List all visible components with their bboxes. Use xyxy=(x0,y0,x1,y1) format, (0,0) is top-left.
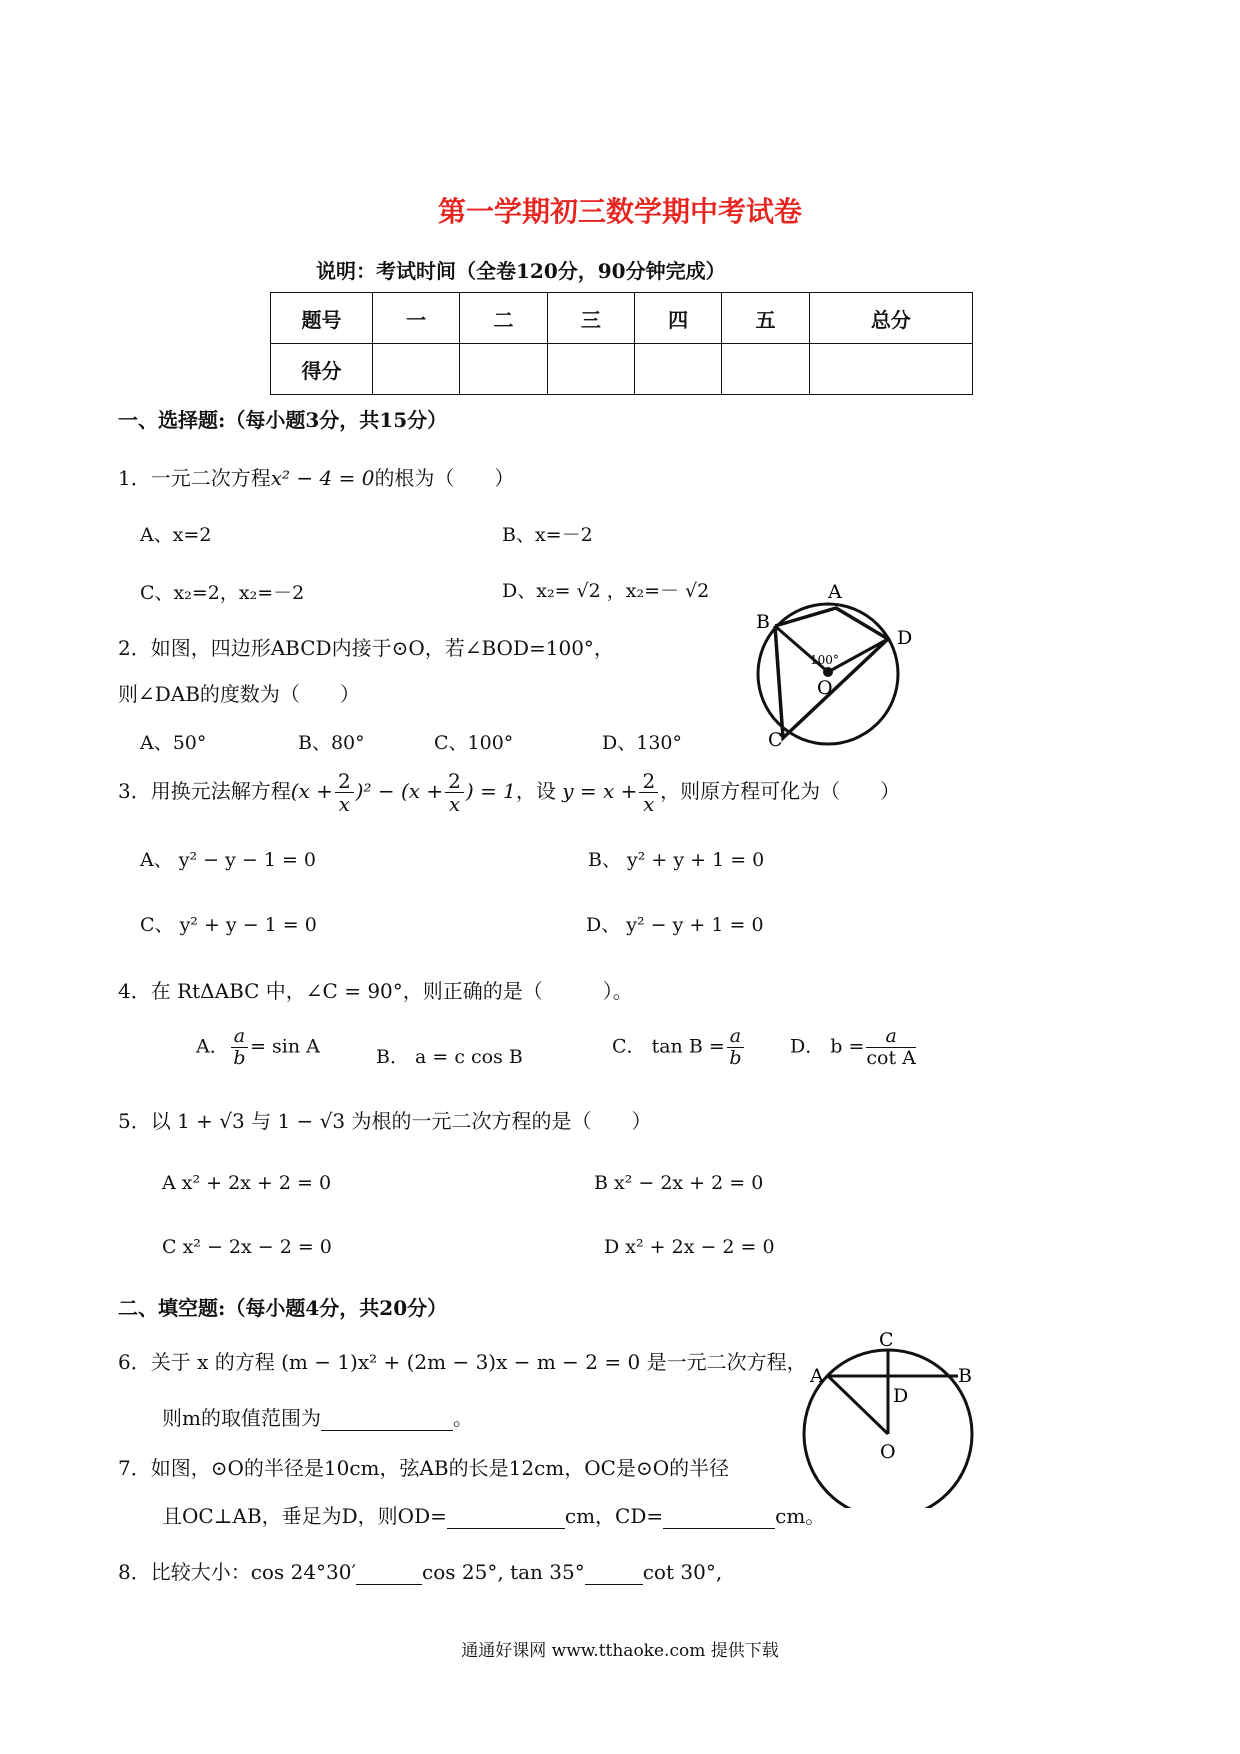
fig2-label-o: O xyxy=(880,1441,896,1463)
q6-line1: 6．关于 x 的方程 (m − 1)x² + (2m − 3)x − m − 2 = 0 是一元二次方程， xyxy=(118,1350,807,1374)
q3-stem-mid: ，设 xyxy=(515,779,556,803)
score-blank-cell xyxy=(634,344,721,395)
fig2-label-a: A xyxy=(810,1365,824,1387)
q4-option-a: A． $\frac{a}{b}$ = sin A xyxy=(196,1025,320,1069)
q4-option-d: D． b = $\frac{a}{\text{cot A}}$ xyxy=(790,1025,916,1069)
fig1-label-a: A xyxy=(828,581,842,603)
q2-line1: 2．如图，四边形ABCD内接于⊙O，若∠BOD=100°， xyxy=(118,636,614,660)
fig1-label-d: D xyxy=(897,627,913,649)
q3-frac-3: $\frac{2}{x}$ xyxy=(639,770,658,815)
q5-option-b: B x² − 2x + 2 = 0 xyxy=(594,1172,764,1194)
fig2-label-c: C xyxy=(879,1329,894,1351)
q7-line2: 且OC⊥AB，垂足为D，则OD= cm，CD= cm。 xyxy=(162,1504,826,1528)
section2-heading: 二、填空题:（每小题4分，共20分） xyxy=(118,1296,448,1320)
q4-frac-a-b: $\frac{a}{b}$ xyxy=(231,1026,248,1069)
score-cell: 四 xyxy=(634,293,721,344)
section1-heading: 一、选择题:（每小题3分，共15分） xyxy=(118,408,448,432)
q1-option-c: C、x₂=2，x₂=－2 xyxy=(140,582,305,604)
q5-stem: 5．以 1 + √3 与 1 − √3 为根的一元二次方程的是（ ） xyxy=(118,1109,652,1133)
q7-line1: 7．如图，⊙O的半径是10cm，弦AB的长是12cm，OC是⊙O的半径 xyxy=(118,1456,730,1480)
q6-answer-blank[interactable] xyxy=(321,1406,453,1431)
page-footer: 通通好课网 www.tthaoke.com 提供下载 xyxy=(461,1641,779,1661)
figure-circle-chord xyxy=(798,1328,998,1508)
q1-option-d: D、x₂= √2 ，x₂=－ √2 xyxy=(502,580,710,602)
score-cell: 五 xyxy=(722,293,809,344)
q3-stem-pre: 3．用换元法解方程 xyxy=(118,779,291,803)
q5-option-c: C x² − 2x − 2 = 0 xyxy=(162,1236,332,1258)
q2-line2: 则∠DAB的度数为（ ） xyxy=(118,682,360,706)
score-blank-cell xyxy=(460,344,547,395)
score-table-score-row xyxy=(271,344,973,395)
fig1-label-c: C xyxy=(768,729,783,748)
q4-stem: 4．在 RtΔABC 中，∠C = 90°，则正确的是（ ）。 xyxy=(118,979,633,1003)
q4-option-b: B． a = c cos B xyxy=(376,1046,523,1068)
q1-stem-post: 的根为（ ） xyxy=(374,466,515,490)
score-cell: 二 xyxy=(460,293,547,344)
score-blank-cell xyxy=(547,344,634,395)
q8-blank-2[interactable] xyxy=(585,1560,643,1585)
fig1-label-angle: 100° xyxy=(810,653,839,667)
q3-option-c: C、 y² + y − 1 = 0 xyxy=(140,914,317,936)
fig1-label-b: B xyxy=(756,611,770,633)
q4-frac-c: $\frac{a}{b}$ xyxy=(727,1026,744,1069)
q5-option-d: D x² + 2x − 2 = 0 xyxy=(604,1236,775,1258)
exam-title: 第一学期初三数学期中考试卷 xyxy=(437,195,802,228)
q3-option-a: A、 y² − y − 1 = 0 xyxy=(140,849,317,871)
q3-frac-1: $\frac{2}{x}$ xyxy=(335,770,354,815)
q3-frac-2: $\frac{2}{x}$ xyxy=(445,770,464,815)
q1-option-a: A、x=2 xyxy=(140,524,212,546)
q2-option-c: C、100° xyxy=(434,732,514,754)
score-blank-cell xyxy=(373,344,460,395)
q5-option-a: A x² + 2x + 2 = 0 xyxy=(162,1172,332,1194)
exam-note: 说明：考试时间（全卷120分，90分钟完成） xyxy=(316,259,726,283)
score-table-header-row xyxy=(271,293,973,344)
q7-od-blank[interactable] xyxy=(447,1504,565,1529)
q8-blank-1[interactable] xyxy=(356,1560,422,1585)
q2-option-a: A、50° xyxy=(140,732,207,754)
question-3: 3．用换元法解方程(x + $\frac{2}{x}$ )² − (x + $\frac{2}{x}$ ) = 1，设 y = x + $\frac{2}{x}$ ，则原方程可化为（ ） xyxy=(118,769,901,816)
q3-option-b: B、 y² + y + 1 = 0 xyxy=(588,849,765,871)
q2-option-d: D、130° xyxy=(602,732,682,754)
score-row-label: 得分 xyxy=(271,344,373,395)
fig1-label-o: O xyxy=(817,677,833,699)
q1-equation: x² − 4 = 0 xyxy=(270,466,375,490)
score-blank-cell xyxy=(809,344,972,395)
q4-frac-d: $\frac{a}{\text{cot A}}$ xyxy=(866,1025,916,1069)
q6-line2: 则m的取值范围为 。 xyxy=(162,1406,473,1430)
score-cell: 三 xyxy=(547,293,634,344)
q7-cd-blank[interactable] xyxy=(663,1504,775,1529)
score-cell: 一 xyxy=(373,293,460,344)
question-1 xyxy=(118,462,514,491)
figure-circle-quadrilateral xyxy=(740,578,940,748)
question-8: 8．比较大小：cos 24°30′ cos 25°, tan 35° cot 30°, xyxy=(118,1560,723,1584)
q4-option-c: C． tan B = $\frac{a}{b}$ xyxy=(612,1026,746,1069)
q1-option-b: B、x=－2 xyxy=(502,524,593,546)
q1-stem-pre: 1．一元二次方程 xyxy=(118,466,271,490)
score-cell: 总分 xyxy=(809,293,972,344)
score-blank-cell xyxy=(722,344,809,395)
q2-option-b: B、80° xyxy=(298,732,365,754)
score-table xyxy=(270,292,973,395)
score-cell: 题号 xyxy=(271,293,373,344)
fig2-label-d: D xyxy=(893,1385,909,1407)
q3-option-d: D、 y² − y + 1 = 0 xyxy=(586,914,764,936)
fig2-label-b: B xyxy=(958,1365,972,1387)
q3-stem-post: ，则原方程可化为（ ） xyxy=(660,779,901,803)
